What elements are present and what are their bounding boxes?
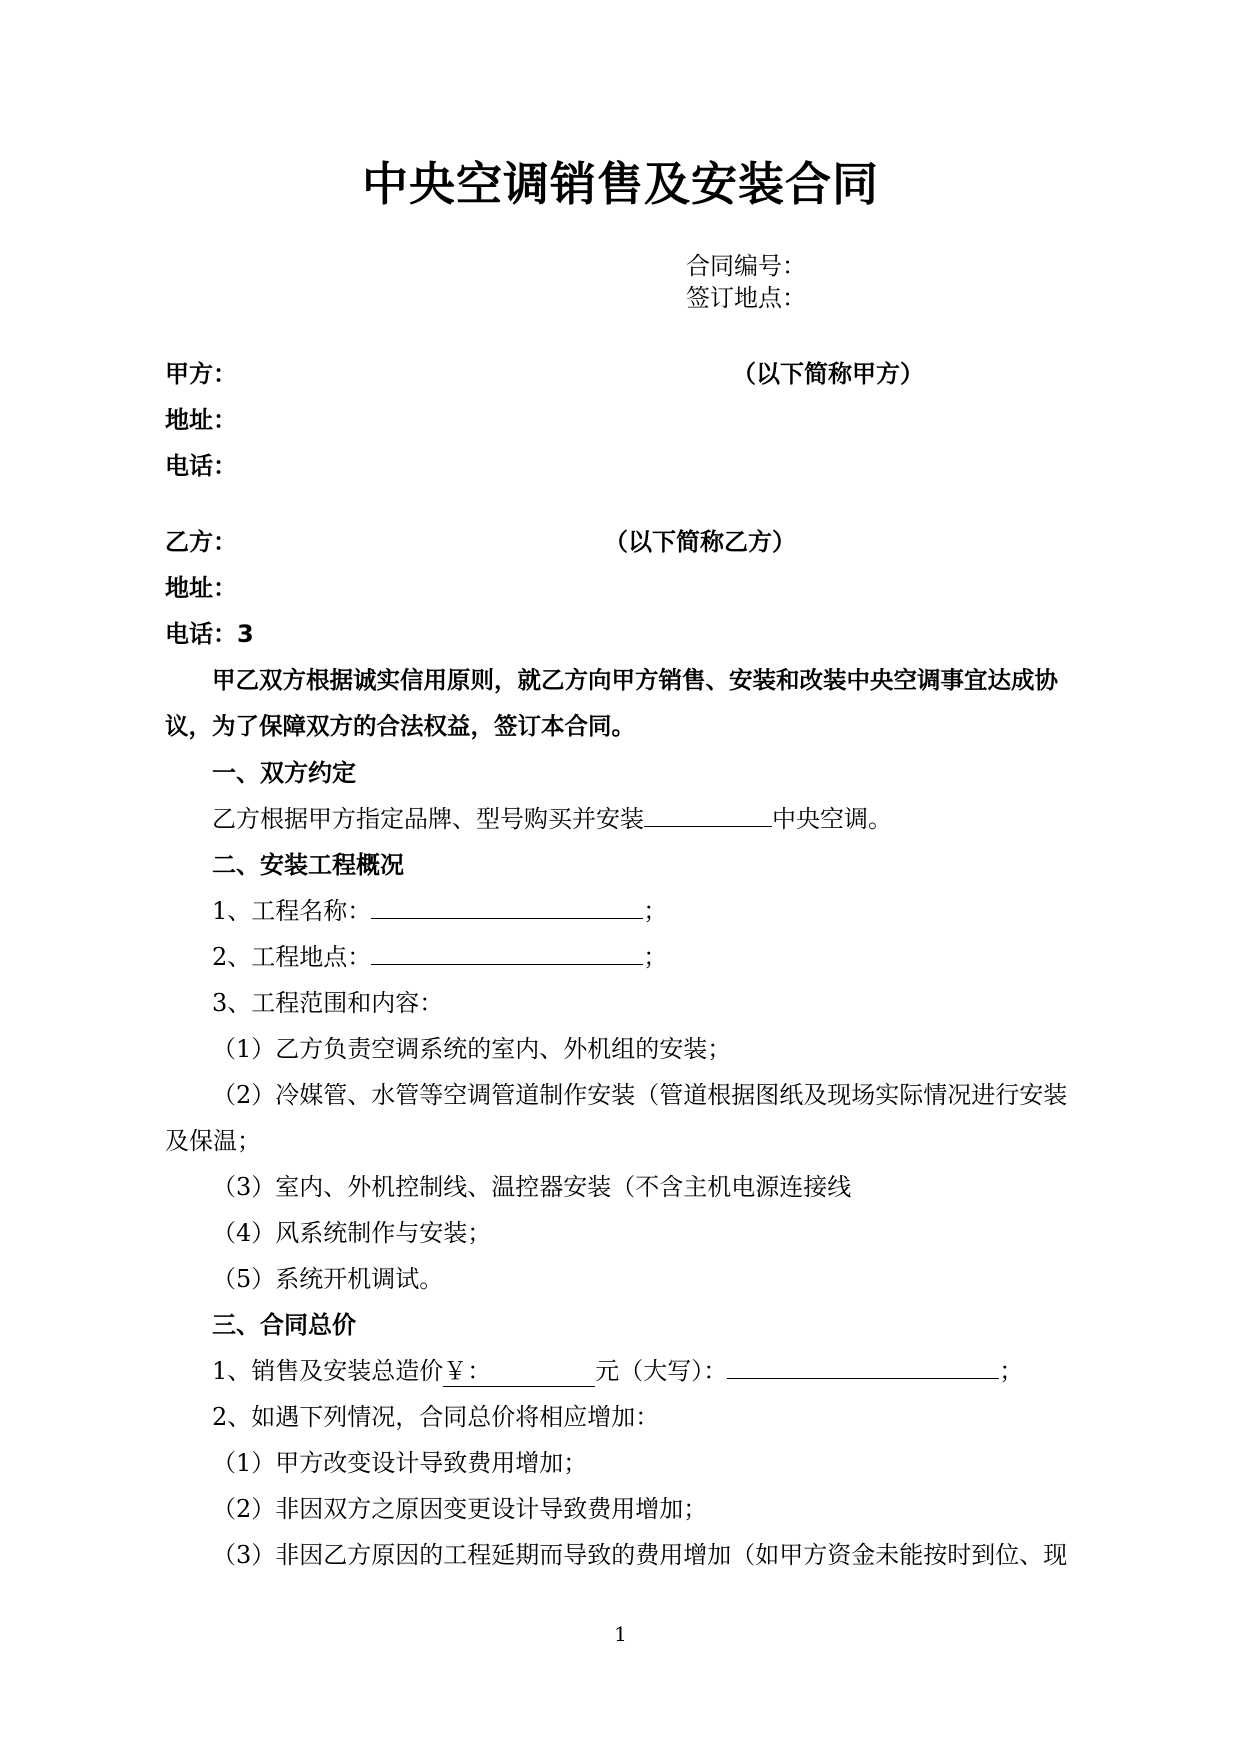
project-location-line [212, 937, 667, 972]
project-name-blank [371, 896, 643, 919]
price-increase-item-3: （3）非因乙方原因的工程延期而导致的费用增加（如甲方资金未能按时到位、现 [212, 1541, 1068, 1569]
brand-blank [644, 804, 772, 827]
price-increase-item-1: （1）甲方改变设计导致费用增加； [212, 1449, 588, 1477]
price-increase-intro: 2、如遇下列情况，合同总价将相应增加： [212, 1403, 660, 1431]
scope-item-4: （4）风系统制作与安装； [212, 1219, 492, 1247]
section-1-text-after: 中央空调。 [772, 805, 892, 833]
project-name-end: ； [643, 897, 668, 925]
sign-place-label: 签订地点： [686, 284, 806, 312]
section-1-text [212, 799, 892, 834]
party-a-label: 甲方： [165, 360, 237, 388]
party-b-label: 乙方： [165, 528, 237, 556]
project-scope-label: 3、工程范围和内容： [212, 989, 444, 1017]
price-increase-item-2: （2）非因双方之原因变更设计导致费用增加； [212, 1495, 708, 1523]
price-words-label: 元（大写）： [595, 1357, 728, 1385]
party-a-abbr: （以下简称甲方） [732, 360, 924, 388]
project-name-label: 1、工程名称： [212, 897, 372, 925]
scope-item-5: （5）系统开机调试。 [212, 1265, 444, 1293]
section-2-heading: 二、安装工程概况 [212, 851, 404, 879]
scope-item-1: （1）乙方负责空调系统的室内、外机组的安装； [212, 1035, 732, 1063]
party-b-phone: 电话：3 [165, 620, 254, 648]
scope-item-3: （3）室内、外机控制线、温控器安装（不含主机电源连接线 [212, 1173, 852, 1201]
party-b-abbr: （以下简称乙方） [604, 528, 796, 556]
document-title: 中央空调销售及安装合同 [362, 157, 879, 211]
intro-line-1: 甲乙双方根据诚实信用原则，就乙方向甲方销售、安装和改装中央空调事宜达成协 [212, 666, 1058, 694]
price-words-blank [727, 1356, 999, 1379]
section-3-heading: 三、合同总价 [212, 1311, 356, 1339]
currency-symbol: ￥： [443, 1357, 492, 1385]
price-figure-blank [443, 1351, 595, 1387]
section-1-heading: 一、双方约定 [212, 759, 356, 787]
page-number: 1 [614, 1622, 627, 1646]
price-line-end: ； [999, 1357, 1024, 1385]
party-a-address: 地址： [165, 406, 237, 434]
party-a-phone: 电话： [165, 452, 237, 480]
project-name-line [212, 891, 667, 926]
party-b-address: 地址： [165, 574, 237, 602]
total-price-label: 1、销售及安装总造价 [212, 1357, 444, 1385]
project-location-blank [371, 942, 643, 965]
section-1-text-before: 乙方根据甲方指定品牌、型号购买并安装 [212, 805, 644, 833]
total-price-line [212, 1351, 1023, 1387]
scope-item-2-line-2: 及保温； [165, 1127, 261, 1155]
contract-number-label: 合同编号： [686, 252, 806, 280]
project-location-label: 2、工程地点： [212, 943, 372, 971]
scope-item-2-line-1: （2）冷媒管、水管等空调管道制作安装（管道根据图纸及现场实际情况进行安装 [212, 1081, 1068, 1109]
intro-line-2: 议，为了保障双方的合法权益，签订本合同。 [165, 712, 635, 740]
project-location-end: ； [643, 943, 668, 971]
